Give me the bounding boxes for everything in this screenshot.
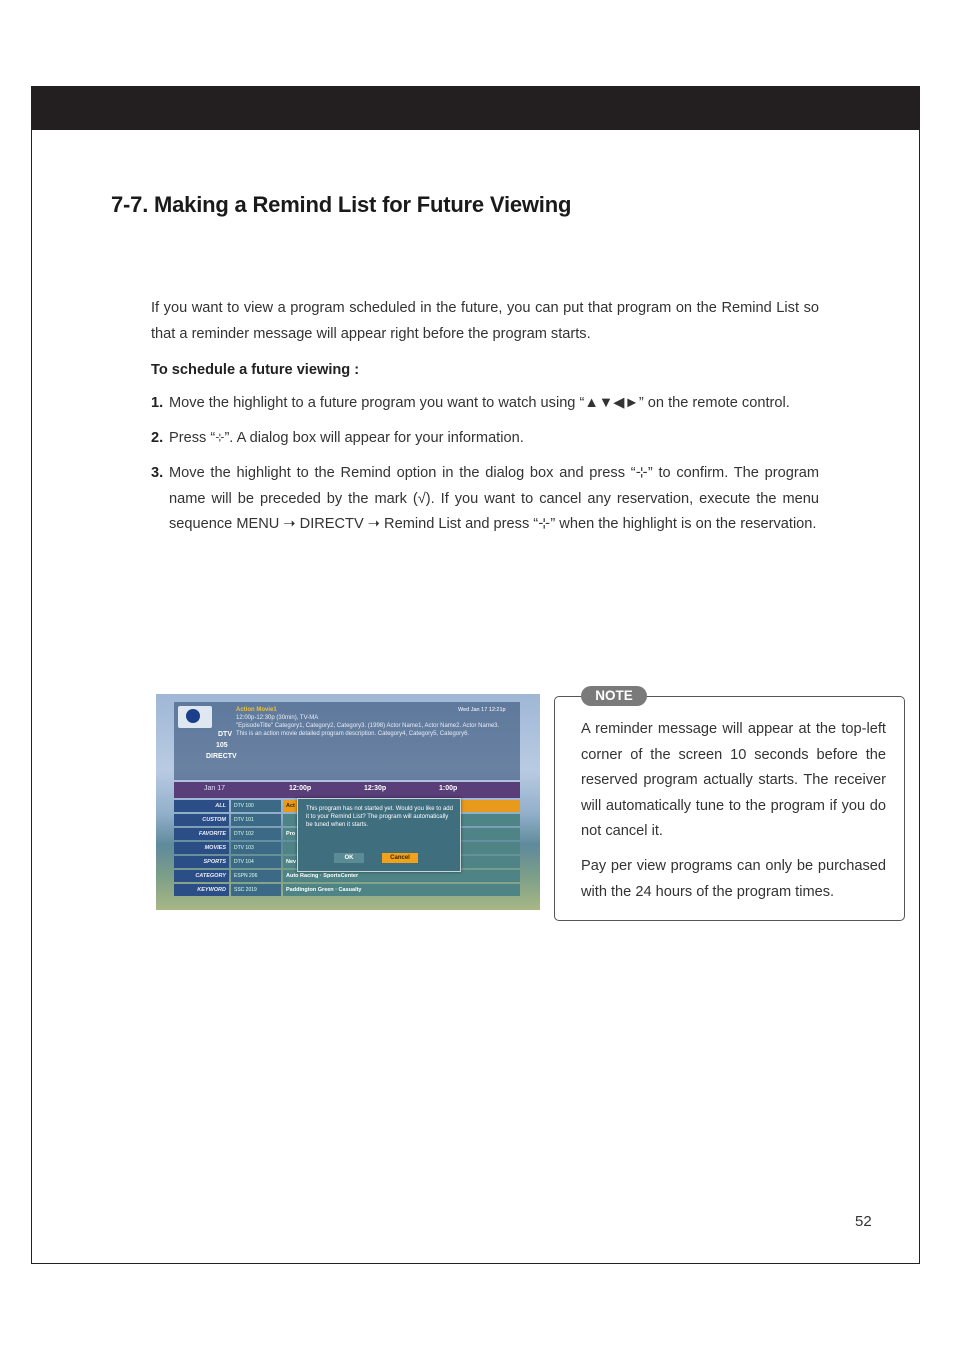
step-text: Move the highlight to a future program you want to watch using “▲▼◀►” on the remote control. bbox=[169, 395, 790, 411]
step-text-part: ”. A dialog box will appear for your information. bbox=[224, 430, 524, 446]
program-title: Action Movie1 bbox=[236, 707, 277, 713]
header-bar bbox=[31, 86, 920, 130]
step-number: 2. bbox=[151, 430, 164, 446]
page-number: 52 bbox=[855, 1213, 872, 1230]
directv-logo bbox=[178, 706, 212, 728]
cancel-button[interactable]: Cancel bbox=[382, 853, 418, 863]
remind-dialog bbox=[297, 798, 461, 872]
program-cell[interactable]: Act bbox=[283, 800, 520, 812]
program-cell[interactable]: Nev bbox=[283, 856, 520, 868]
step-text-part: Press “ bbox=[169, 430, 216, 446]
dialog-message: This program has not started yet. Would you like to add it to your Remind List? The program will automatically be tuned when it starts. bbox=[306, 806, 453, 828]
page-title: 7-7. Making a Remind List for Future Viewing bbox=[111, 192, 572, 217]
ok-button[interactable]: OK bbox=[334, 853, 364, 863]
category-label: SPORTS bbox=[174, 856, 229, 868]
program-cell[interactable]: Paddington Green · Casualty bbox=[283, 884, 520, 896]
note-paragraph: A reminder message will appear at the top-left corner of the screen 10 seconds before the reserved program actually starts. The receiver will automatically tune to the program if you do not cancel it. bbox=[581, 721, 886, 839]
note-paragraph: Pay per view programs can only be purchased with the 24 hours of the program times. bbox=[581, 858, 886, 900]
program-time: 12:00p-12:30p (30min), TV-MA bbox=[236, 715, 319, 721]
category-label: KEYWORD bbox=[174, 884, 229, 896]
step-1 bbox=[151, 391, 819, 417]
step-text: Move the highlight to the Remind option in the dialog box and press “⊹” to confirm. The program name will be preceded by the mark (√). If you want to cancel any reservation, execute the menu sequence MENU ➝ DIRECTV ➝ Remind List and press “⊹” when the highlight is on the reservation. bbox=[169, 465, 819, 532]
time-label: 12:00p bbox=[289, 785, 312, 792]
intro-paragraph: If you want to view a program scheduled in the future, you can put that program on the Remind List so that a reminder message will appear right before the program starts. bbox=[151, 300, 819, 342]
guide-date: Wed Jan 17 12:21p bbox=[458, 707, 506, 713]
step-2 bbox=[151, 426, 819, 452]
step-3 bbox=[151, 461, 819, 538]
step-number: 1. bbox=[151, 395, 164, 411]
subheading: To schedule a future viewing : bbox=[151, 362, 360, 378]
category-label: CATEGORY bbox=[174, 870, 229, 882]
category-label: CUSTOM bbox=[174, 814, 229, 826]
channel-label: ESPN 206 bbox=[231, 870, 281, 882]
channel-label: SSC 2019 bbox=[231, 884, 281, 896]
select-button-icon: ⊹ bbox=[215, 432, 225, 444]
time-label: 12:30p bbox=[364, 785, 387, 792]
guide-row[interactable] bbox=[174, 884, 520, 896]
logo-line: DIRECTV bbox=[206, 753, 237, 760]
page-frame bbox=[31, 86, 920, 1264]
time-bar bbox=[174, 782, 520, 798]
channel-label: DTV 101 bbox=[231, 814, 281, 826]
category-label: ALL bbox=[174, 800, 229, 812]
channel-label: DTV 100 bbox=[231, 800, 281, 812]
step-number: 3. bbox=[151, 465, 164, 481]
category-label: MOVIES bbox=[174, 842, 229, 854]
time-label: Jan 17 bbox=[204, 785, 226, 792]
program-cell[interactable]: Pro bbox=[283, 828, 520, 840]
program-cell[interactable]: Auto Racing · SportsCenter bbox=[283, 870, 520, 882]
time-label: 1:00p bbox=[439, 785, 458, 792]
logo-line: 105 bbox=[216, 742, 228, 749]
step-text bbox=[169, 426, 819, 452]
channel-label: DTV 103 bbox=[231, 842, 281, 854]
guide-screenshot bbox=[156, 694, 540, 910]
note-tag: NOTE bbox=[581, 686, 647, 706]
program-description: "EpisodeTitle" Category1, Category2, Category3. (1998) Actor Name1, Actor Name2. Actor Name3. This is an action movie detailed program description. Category4, Category5, Category6. bbox=[236, 723, 500, 737]
category-label: FAVORITE bbox=[174, 828, 229, 840]
channel-label: DTV 102 bbox=[231, 828, 281, 840]
logo-line: DTV bbox=[218, 731, 232, 738]
channel-label: DTV 104 bbox=[231, 856, 281, 868]
